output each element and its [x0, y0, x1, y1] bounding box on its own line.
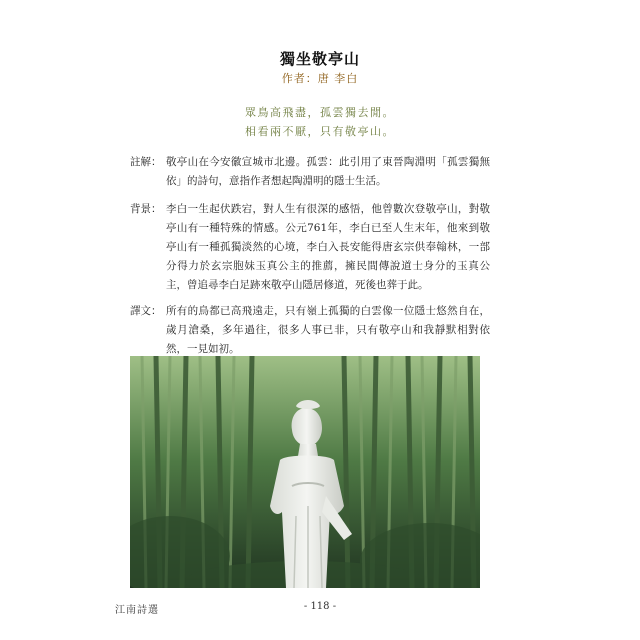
- book-title: 江南詩選: [115, 605, 159, 616]
- notes-section: [130, 153, 490, 191]
- background-text: 李白一生起伏跌宕，對人生有很深的感悟，他曾數次登敬亭山，對敬亭山有一種特殊的情感。公元761年，李白已至人生末年，他來到敬亭山有一種孤獨淡然的心境，李白入長安能得唐玄宗供奉翰林，一部分得力於玄宗胞妹玉真公主的推薦，擁民間傳說道士身分的玉真公主，曾追尋李白足跡來敬亭山隱居修道，死後也葬于此。: [166, 203, 490, 291]
- statue-bamboo-photo: [130, 356, 480, 588]
- poem-author: 作者：唐 李白: [281, 72, 359, 85]
- statue-bamboo-illustration: [130, 356, 480, 588]
- poem-line-1: 眾鳥高飛盡，孤雲獨去閒。: [245, 106, 395, 119]
- page-number: - 118 -: [303, 601, 337, 612]
- background-label: 背景：: [130, 203, 162, 215]
- poem-verses: [0, 103, 640, 141]
- translation-section: [130, 302, 490, 359]
- poem-title: 獨坐敬亭山: [279, 50, 360, 68]
- translation-label: 譯文：: [130, 305, 162, 317]
- translation-text: 所有的鳥都已高飛遠走，只有嶺上孤獨的白雲像一位隱士悠然自在，歲月滄桑，多年過往，很多人事已非，只有敬亭山和我靜默相對依然，一見如初。: [166, 305, 490, 355]
- notes-text: 敬亭山在今安徽宣城市北邊。孤雲：此引用了東晉陶淵明「孤雲獨無依」的詩句，意指作者想起陶淵明的隱士生活。: [166, 156, 490, 187]
- poem-line-2: 相看兩不厭，只有敬亭山。: [245, 125, 395, 138]
- background-section: [130, 200, 490, 295]
- notes-label: 註解：: [130, 156, 162, 168]
